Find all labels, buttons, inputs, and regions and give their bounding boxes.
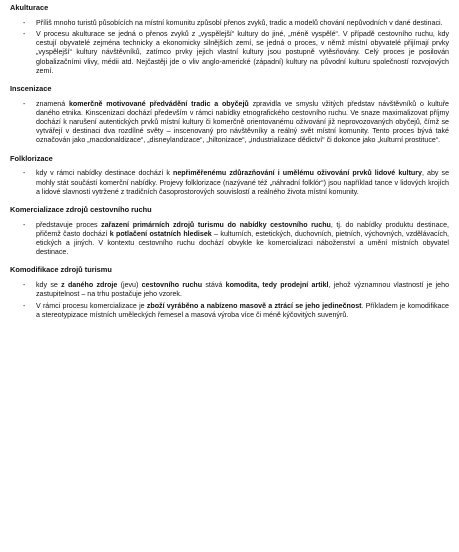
dash-bullet-icon: - (23, 99, 26, 108)
dash-bullet-icon: - (23, 169, 26, 178)
bullet-list (10, 100, 449, 146)
bullet-list (10, 19, 449, 76)
text-run: , jehož významnou vlastností je jeho zastupitelnost – na trhu postačuje jeho vzorek. (36, 281, 450, 299)
section-title: Komercializace zdrojů cestovního ruchu (10, 204, 152, 214)
bullet-item (10, 221, 449, 258)
bold-text-run: zboží vyráběno a nabízeno masově a ztrácí se jeho jedinečnost (146, 301, 362, 310)
section-title: Akulturace (10, 3, 49, 12)
text-run: kdy se (36, 281, 62, 290)
section-title: Komodifikace zdrojů turismu (10, 265, 112, 275)
bullet-item (10, 19, 449, 28)
text-run: , aby se mohly stát součástí komerční nabídky. Projevy folklorizace (nazývané též „náhradní folklór“) jsou například tance v lidových krojích a lidové slavnosti vytržené z tradičních časoprostorových souvislostí a reálného života místní komunity. (36, 169, 450, 196)
text-run: , tj. do nabídky produktu destinace, přičemž často dochází (36, 220, 449, 238)
dash-bullet-icon: - (23, 220, 26, 229)
bullet-list (10, 169, 449, 197)
text-run: zpravidla ve smyslu vžitých představ návštěvníků o kultuře daného etnika. Kinscenizaci dochází především v rámci nabídky etnografického cestovního ruchu. Ve snaze maximalizovat příjmy dochází k narušení autentických prvků místní kultury či komerčně orientovanému oživování již neprovozovaných obyčejů, čímž se vytvářejí v destinaci dva rozdílné světy – inscenovaný pro návštěvníky a reálný svět místní komunity. Tento proces bývá také označován jako „macdonaldizace“, „disneylandizace“, „hiltonizace“, „industrializace dědictví“ či dokonce jako „kulturní prostituce“. (36, 99, 450, 145)
text-run: znamená (36, 99, 69, 108)
text-run: Příliš mnoho turistů působících na místní komunitu způsobí přenos zvyků, tradic a modelů chování nepůvodních v dané destinaci. (36, 18, 443, 27)
text-run: stává (202, 281, 226, 290)
text-run: (jevu) (117, 281, 142, 290)
section-komercializace (10, 205, 449, 258)
text-run: V rámci procesu komercializace je (36, 301, 147, 310)
section-title: Inscenizace (10, 83, 52, 93)
text-run: V procesu akulturace se jedná o přenos zvyků z „vyspělejší“ kultury do jiné, „méně vyspělé“. V případě cestovního ruchu, kdy cestují obyvatelé zejména technicky a ekonomicky silnějších zemí, se jedná o proces, v němž místní obyvatelé přijímají prvky „vyspělejší“ kultury návštěvníků, zatímco prvky jejich vlastní kultury jsou postupně vytěsňovány. Celý proces je posilován globalizačními vlivy, médii atd. Nejčastěji jde o vliv anglo-americké (západní) kultury na původní kulturu společností rozvojových zemí. (36, 29, 449, 75)
dash-bullet-icon: - (23, 18, 26, 27)
section-title: Folklorizace (10, 153, 53, 163)
bold-text-run: komerčně motivované předvádění tradic a obyčejů (68, 99, 249, 108)
dash-bullet-icon: - (23, 29, 26, 38)
bullet-item (10, 302, 449, 320)
bold-text-run: komodita, tedy prodejní artikl (225, 281, 329, 290)
section-akulturace (10, 3, 449, 76)
bold-text-run: zařazení primárních zdrojů turismu do nabídky cestovního ruchu (101, 220, 331, 229)
bullet-item (10, 30, 449, 76)
section-folklorizace (10, 154, 449, 197)
text-run: – kulturních, estetických, duchovních, pietních, výchovných, vzdělávacích, etických a jiných. V kontextu cestovního ruchu dochází obvykle ke komercializaci náboženství a umění místních obyvatel destinace. (36, 229, 450, 257)
bold-text-run: cestovního ruchu (141, 281, 203, 290)
bullet-list (10, 221, 449, 258)
text-run: kdy v rámci nabídky destinace dochází k (36, 169, 174, 178)
dash-bullet-icon: - (23, 281, 26, 290)
dash-bullet-icon: - (23, 301, 26, 310)
bullet-item (10, 281, 449, 299)
bullet-list (10, 281, 449, 320)
section-komodifikace (10, 265, 449, 320)
bold-text-run: nepřiměřenému zdůrazňování i umělému oživování prvků lidové kultury (173, 169, 422, 178)
bullet-item (10, 169, 449, 197)
bold-text-run: z daného zdroje (61, 281, 118, 290)
text-run: . Příkladem je komodifikace a stereotypizace místních uměleckých řemesel a masová výroba více či méně kýčovitých suvenýrů. (36, 301, 449, 319)
bullet-item (10, 100, 449, 146)
section-inscenizace (10, 84, 449, 146)
text-run: představuje proces (36, 220, 102, 229)
bold-text-run: k potlačení ostatních hledisek (109, 229, 212, 238)
